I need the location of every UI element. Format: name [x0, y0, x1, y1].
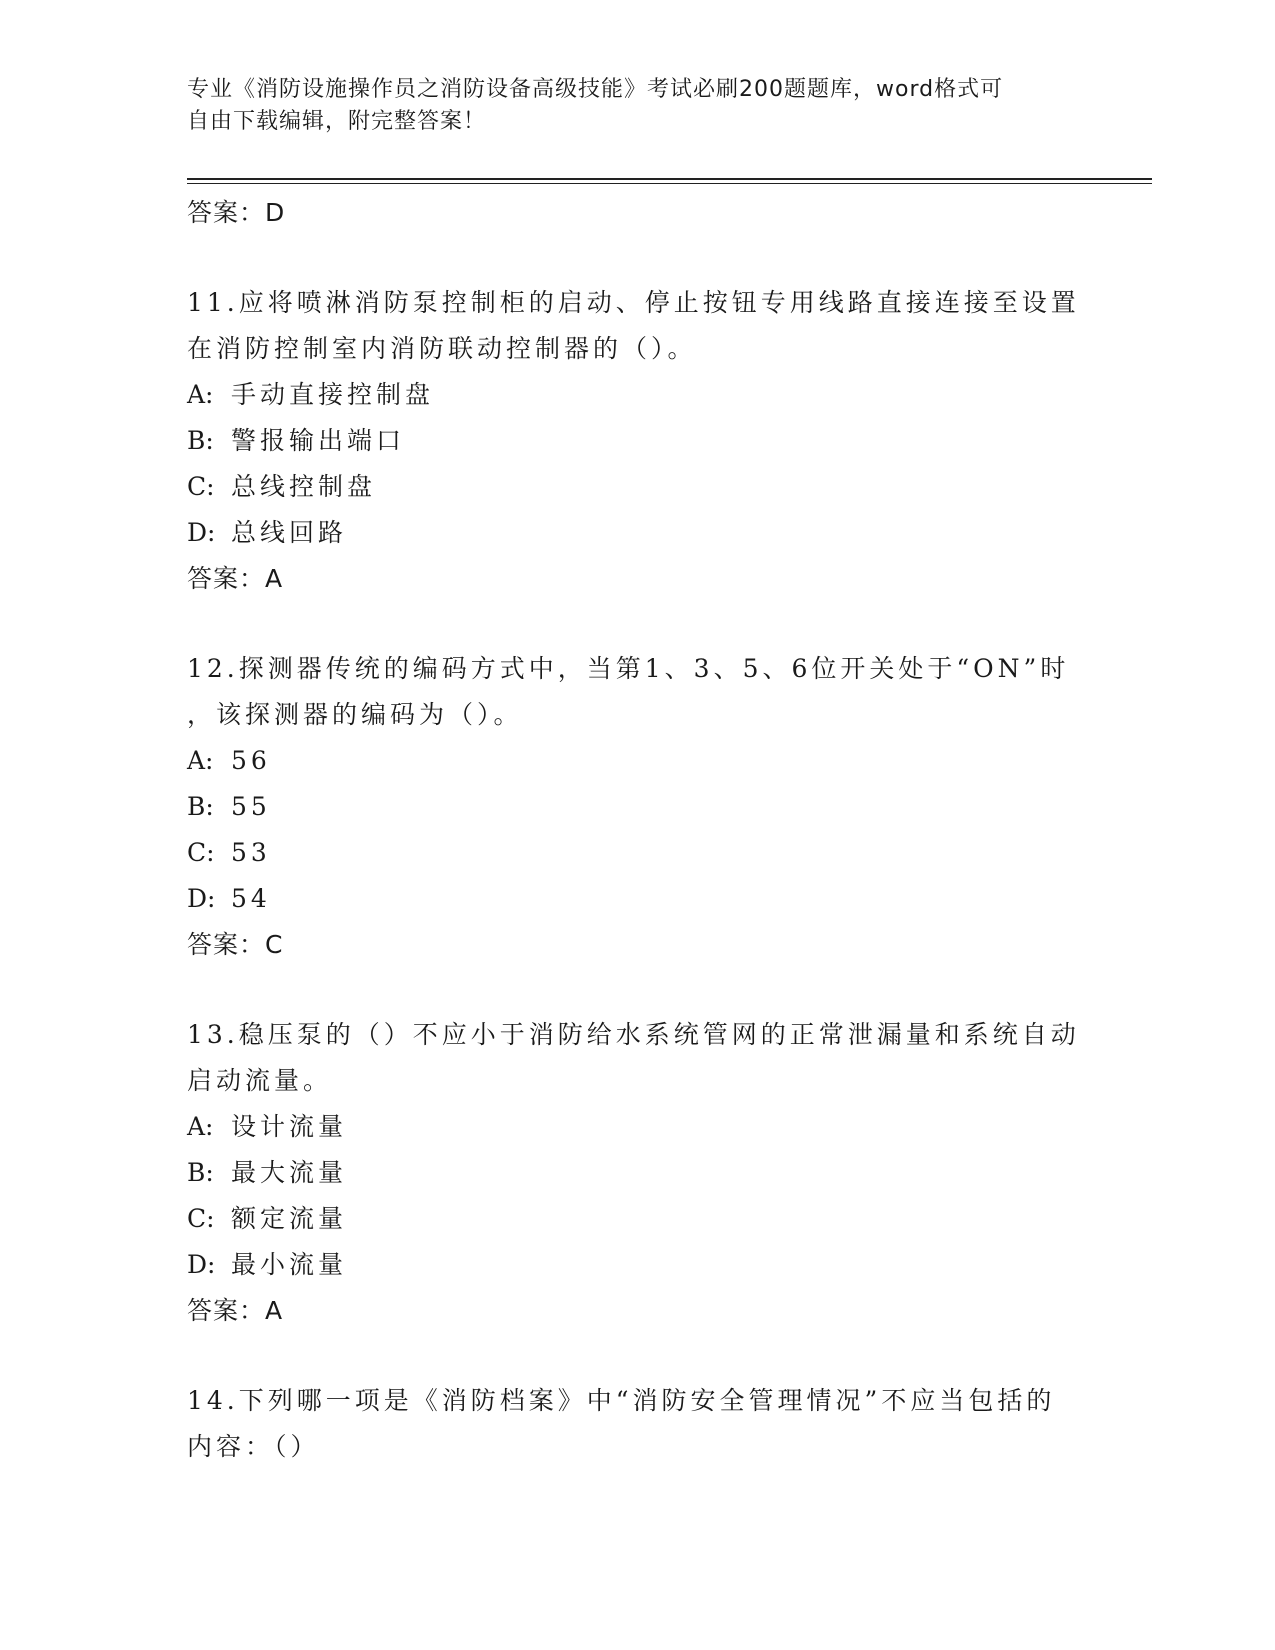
option-text: 额定流量	[231, 1204, 348, 1233]
option-a	[187, 372, 1087, 418]
answer-line: 答案：C	[187, 930, 284, 959]
option-text: 54	[231, 884, 271, 913]
option-text: 警报输出端口	[231, 426, 406, 455]
option-a	[187, 738, 1087, 784]
option-letter: B:	[187, 1158, 214, 1187]
question-stem	[187, 1378, 1087, 1470]
stem-line: 启动流量。	[187, 1066, 333, 1095]
stem-line: ，该探测器的编码为（）。	[187, 700, 523, 729]
question-13	[187, 1012, 1087, 1334]
option-text: 最小流量	[231, 1250, 348, 1279]
option-letter: C:	[187, 838, 215, 867]
question-stem	[187, 280, 1087, 372]
stem-line: 14.下列哪一项是《消防档案》中“消防安全管理情况”不应当包括的	[187, 1386, 1056, 1415]
answer-line: 答案：D	[187, 198, 286, 227]
option-text: 56	[231, 746, 271, 775]
answer-line: 答案：A	[187, 564, 284, 593]
option-text: 手动直接控制盘	[231, 380, 435, 409]
option-letter: B:	[187, 792, 214, 821]
option-text: 55	[231, 792, 271, 821]
option-d	[187, 876, 1087, 922]
document-header	[187, 74, 1067, 138]
header-line-2: 自由下载编辑，附完整答案！	[187, 109, 487, 134]
option-text: 53	[231, 838, 271, 867]
question-list	[187, 190, 1087, 1514]
option-letter: A:	[187, 1112, 214, 1141]
header-line-1: 专业《消防设施操作员之消防设备高级技能》考试必刷200题题库，word格式可	[187, 77, 1004, 102]
option-a	[187, 1104, 1087, 1150]
option-text: 总线控制盘	[231, 472, 377, 501]
stem-line: 12.探测器传统的编码方式中，当第1、3、5、6位开关处于“ON”时	[187, 654, 1070, 683]
stem-line: 11.应将喷淋消防泵控制柜的启动、停止按钮专用线路直接连接至设置	[187, 288, 1080, 317]
question-14	[187, 1378, 1087, 1470]
answer-line: 答案：A	[187, 1296, 284, 1325]
option-letter: D:	[187, 1250, 216, 1279]
question-11	[187, 280, 1087, 602]
option-letter: B:	[187, 426, 214, 455]
option-b	[187, 418, 1087, 464]
option-letter: A:	[187, 380, 214, 409]
option-letter: D:	[187, 518, 216, 547]
option-c	[187, 830, 1087, 876]
option-text: 总线回路	[231, 518, 348, 547]
question-stem	[187, 1012, 1087, 1104]
stem-line: 内容：（）	[187, 1432, 320, 1461]
option-c	[187, 1196, 1087, 1242]
stem-line: 在消防控制室内消防联动控制器的（）。	[187, 334, 697, 363]
option-b	[187, 784, 1087, 830]
option-letter: D:	[187, 884, 216, 913]
question-12	[187, 646, 1087, 968]
option-c	[187, 464, 1087, 510]
header-divider-thin	[187, 183, 1152, 184]
question-stem	[187, 646, 1087, 738]
option-letter: C:	[187, 472, 215, 501]
stem-line: 13.稳压泵的（）不应小于消防给水系统管网的正常泄漏量和系统自动	[187, 1020, 1080, 1049]
option-letter: A:	[187, 746, 214, 775]
option-text: 设计流量	[231, 1112, 348, 1141]
option-d	[187, 510, 1087, 556]
header-divider-thick	[187, 178, 1152, 180]
option-d	[187, 1242, 1087, 1288]
option-b	[187, 1150, 1087, 1196]
option-letter: C:	[187, 1204, 215, 1233]
option-text: 最大流量	[231, 1158, 348, 1187]
